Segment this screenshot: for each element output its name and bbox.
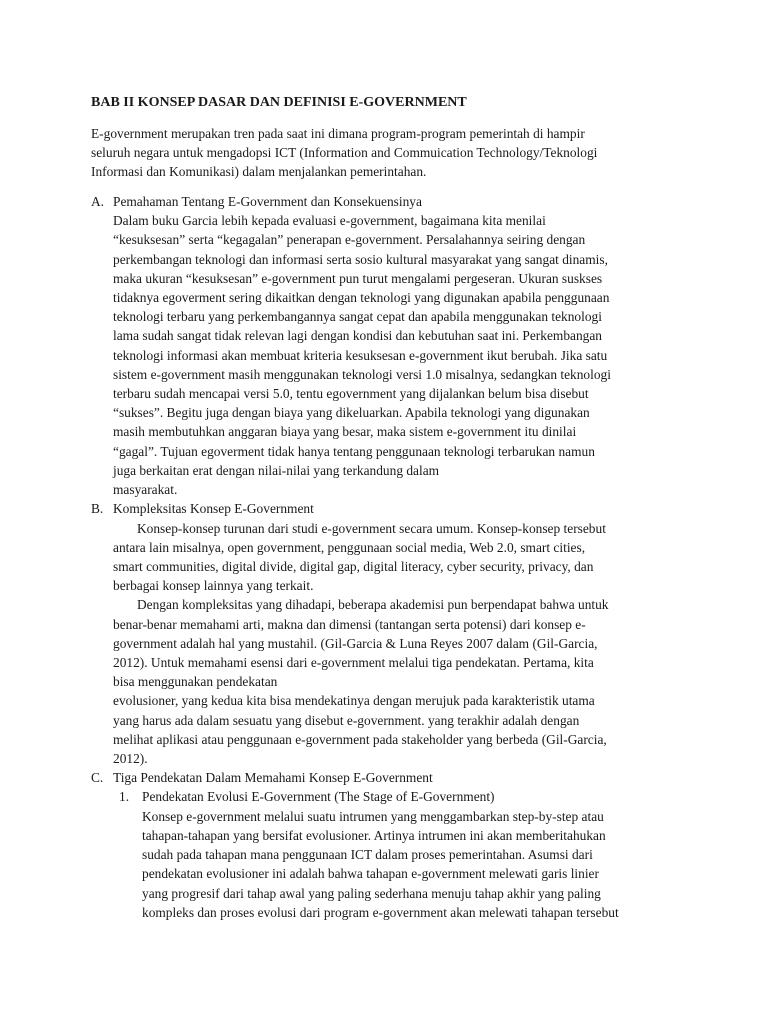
section-a-line: perkembangan teknologi dan informasi serta sosio kultural masyarakat yang sangat dinamis,	[113, 252, 608, 267]
section-a-line: lama sudah sangat tidak relevan lagi dengan kondisi dan kebutuhan saat ini. Perkembangan	[113, 328, 602, 343]
intro-line: E-government merupakan tren pada saat ini dimana program-program pemerintah di hampir	[91, 126, 585, 141]
section-a-line: masyarakat.	[113, 482, 178, 497]
section-b-line: 2012). Untuk memahami esensi dari e-government melalui tiga pendekatan. Pertama, kita	[113, 655, 594, 670]
section-a-line: maka ukuran “kesuksesan” e-government pun turut mengalami pergeseran. Ukuran suskses	[113, 271, 603, 286]
section-b-line: antara lain misalnya, open government, penggunaan social media, Web 2.0, smart cities,	[113, 540, 586, 555]
section-a-line: “kesuksesan” serta “kegagalan” penerapan e-government. Persalahannya seiring dengan	[113, 232, 586, 247]
section-b-line: bisa menggunakan pendekatan	[113, 674, 278, 689]
section-a-line: tidaknya egoverment sering dikaitkan dengan teknologi yang digunakan apabila penggunaan	[113, 290, 610, 305]
intro-line: Informasi dan Komunikasi) dalam menjalankan pemerintahan.	[91, 164, 427, 179]
intro-line: seluruh negara untuk mengadopsi ICT (Information and Commuication Technology/Teknologi	[91, 145, 598, 160]
item-1-line: Konsep e-government melalui suatu intrumen yang menggambarkan step-by-step atau	[142, 809, 604, 824]
section-c-heading: Tiga Pendekatan Dalam Memahami Konsep E-Government	[113, 770, 433, 785]
item-1-marker: 1.	[119, 789, 130, 804]
section-b-marker: B.	[91, 501, 104, 516]
section-a-line: sistem e-government masih menggunakan teknologi versi 1.0 misalnya, sedangkan teknologi	[113, 367, 611, 382]
section-a-line: “sukses”. Begitu juga dengan biaya yang dikeluarkan. Apabila teknologi yang digunakan	[113, 405, 590, 420]
item-1-heading: Pendekatan Evolusi E-Government (The Stage of E-Government)	[142, 789, 495, 804]
item-1-line: sudah pada tahapan mana penggunaan ICT dalam proses pemerintahan. Asumsi dari	[142, 847, 593, 862]
section-a-line: masih membutuhkan anggaran biaya yang besar, maka sistem e-government itu dinilai	[113, 424, 577, 439]
section-b-line: berbagai konsep lainnya yang terkait.	[113, 578, 314, 593]
section-a-line: terbaru sudah mencapai versi 5.0, tentu egovernment yang dijalankan belum bisa disebut	[113, 386, 589, 401]
section-b-line: Konsep-konsep turunan dari studi e-government secara umum. Konsep-konsep tersebut	[137, 521, 606, 536]
section-b-line: yang harus ada dalam sesuatu yang disebut e-government. yang terakhir adalah dengan	[113, 713, 580, 728]
section-b-line: melihat aplikasi atau penggunaan e-government pada stakeholder yang berbeda (Gil-Garcia,	[113, 732, 607, 747]
page-title: BAB II KONSEP DASAR DAN DEFINISI E-GOVERNMENT	[91, 95, 467, 110]
section-b-line: evolusioner, yang kedua kita bisa mendekatinya dengan merujuk pada karakteristik utama	[113, 693, 595, 708]
section-a-line: Dalam buku Garcia lebih kepada evaluasi e-government, bagaimana kita menilai	[113, 213, 546, 228]
section-b-heading: Kompleksitas Konsep E-Government	[113, 501, 314, 516]
section-a-heading: Pemahaman Tentang E-Government dan Konsekuensinya	[113, 194, 422, 209]
section-c-marker: C.	[91, 770, 104, 785]
item-1-line: pendekatan evolusioner ini adalah bahwa tahapan e-government melewati garis linier	[142, 866, 599, 881]
item-1-line: tahapan-tahapan yang bersifat evolusioner. Artinya intrumen ini akan memberitahukan	[142, 828, 606, 843]
section-b-line: Dengan kompleksitas yang dihadapi, beberapa akademisi pun berpendapat bahwa untuk	[137, 597, 609, 612]
section-a-line: “gagal”. Tujuan egoverment tidak hanya tentang penggunaan teknologi terbarukan namun	[113, 444, 595, 459]
section-b-line: government adalah hal yang mustahil. (Gil-Garcia & Luna Reyes 2007 dalam (Gil-Garcia,	[113, 636, 598, 651]
section-a-line: juga berkaitan erat dengan nilai-nilai yang terkandung dalam	[113, 463, 440, 478]
section-a-marker: A.	[91, 194, 105, 209]
section-b-line: benar-benar memahami arti, makna dan dimensi (tantangan serta potensi) dari konsep e-	[113, 617, 586, 632]
section-b-line: smart communities, digital divide, digital gap, digital literacy, cyber security, privacy, dan	[113, 559, 594, 574]
item-1-line: yang progresif dari tahap awal yang paling sederhana menuju tahap akhir yang paling	[142, 886, 601, 901]
section-a-line: teknologi terbaru yang perkembangannya sangat cepat dan apabila menggunakan teknologi	[113, 309, 602, 324]
section-b-line: 2012).	[113, 751, 148, 766]
section-a-line: teknologi informasi akan membuat kriteria kesuksesan e-government ikut berubah. Jika satu	[113, 348, 608, 363]
item-1-line: kompleks dan proses evolusi dari program e-government akan melewati tahapan tersebut	[142, 905, 619, 920]
